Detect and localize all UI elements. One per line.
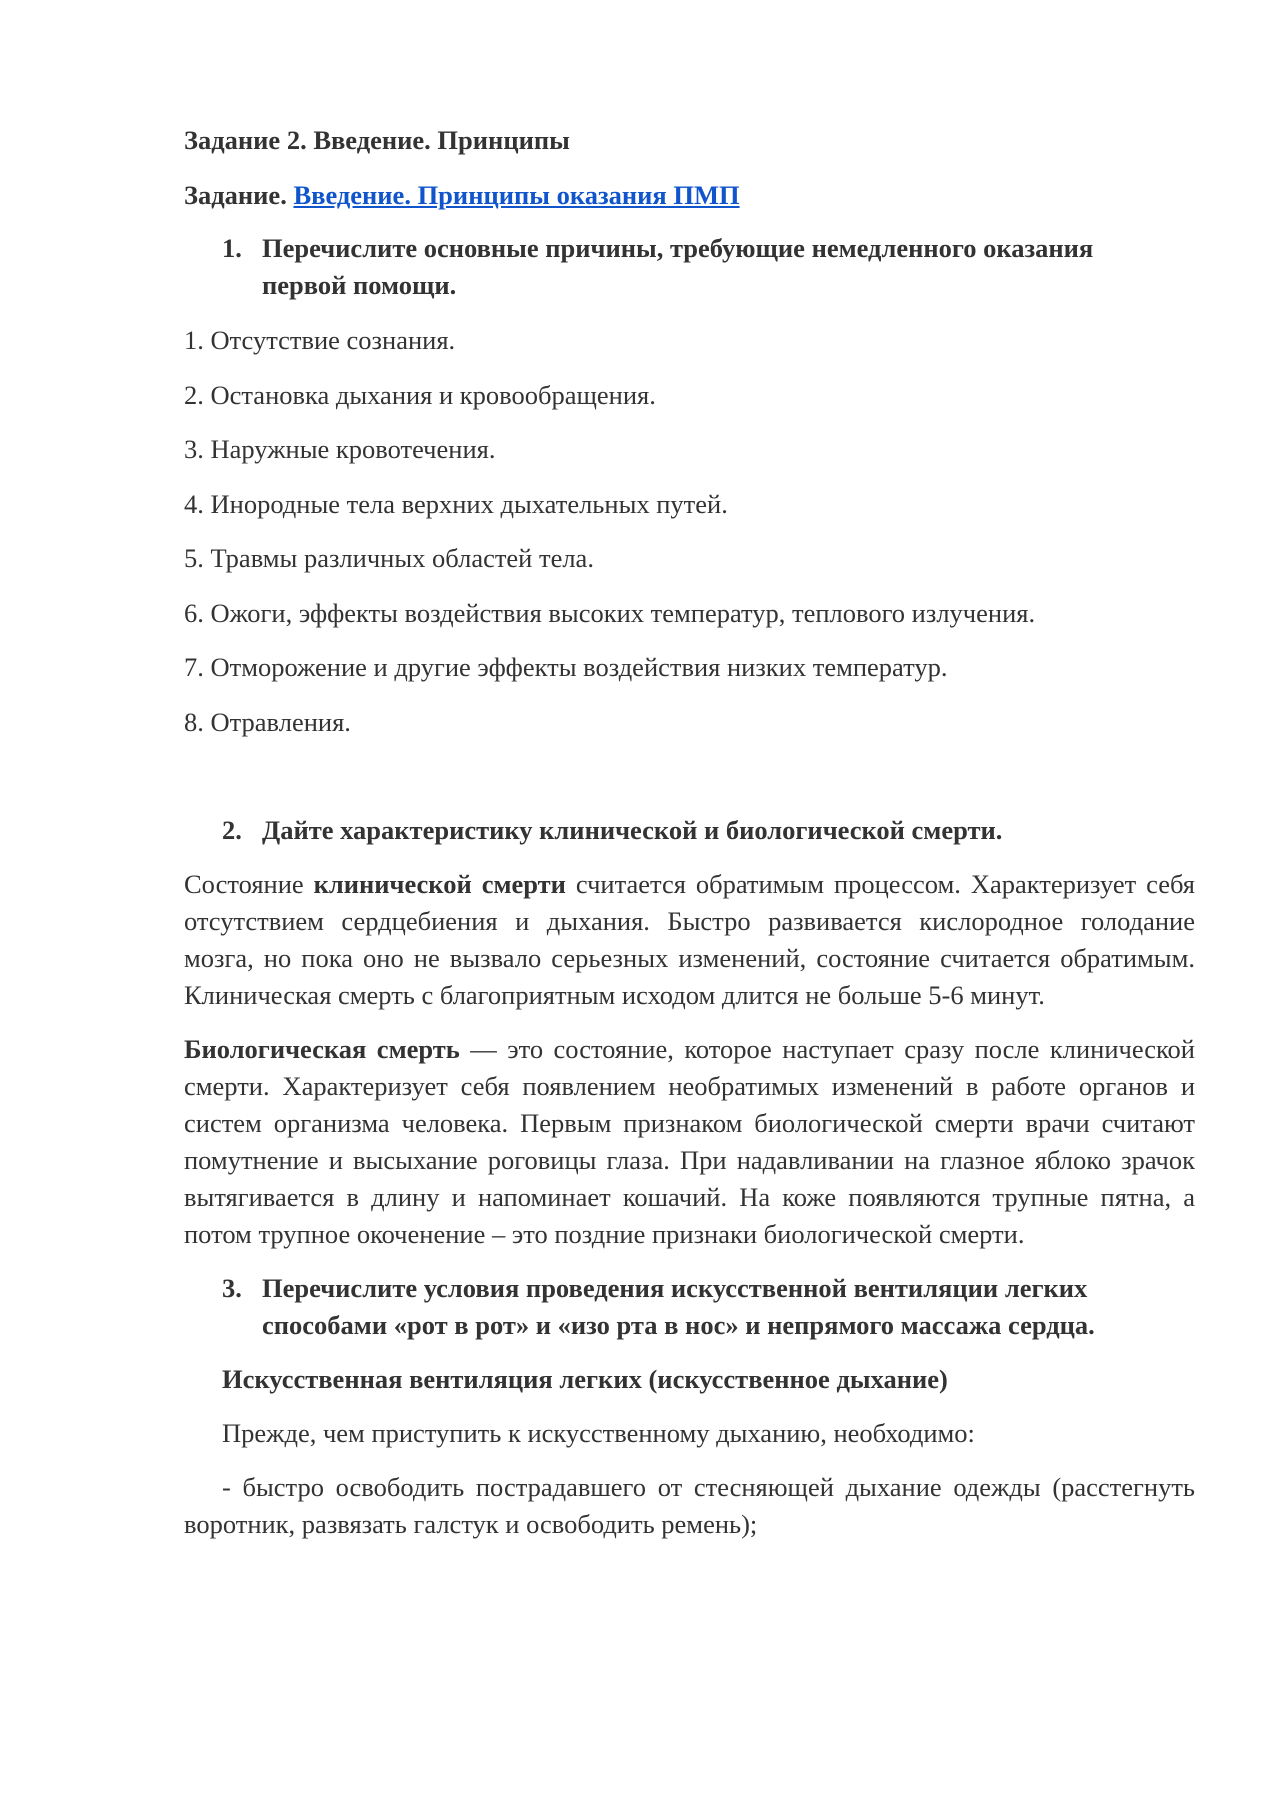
question-2-text: Дайте характеристику клинической и биологической смерти.: [262, 815, 1003, 845]
document-heading: Задание 2. Введение. Принципы: [184, 125, 570, 155]
question-2-number: 2.: [222, 815, 242, 845]
list-item: 1. Отсутствие сознания.: [184, 325, 456, 355]
clinical-term: клинической смерти: [313, 869, 566, 899]
list-item: 6. Ожоги, эффекты воздействия высоких температур, теплового излучения.: [184, 597, 1036, 628]
task-line: [184, 177, 1195, 214]
list-item: 3. Наружные кровотечения.: [184, 434, 496, 464]
spacer: [184, 758, 1195, 812]
list-item: 4. Инородные тела верхних дыхательных путей.: [184, 488, 728, 519]
biological-death-paragraph: [184, 1031, 1195, 1253]
question-1: [184, 230, 1195, 304]
question-1-number: 1.: [222, 233, 242, 263]
list-item: 5. Травмы различных областей тела.: [184, 543, 594, 573]
question-3-number: 3.: [222, 1273, 242, 1303]
question-3: [184, 1270, 1195, 1344]
document-content: [184, 122, 1195, 1543]
biological-text: — это состояние, которое наступает сразу после клинической смерти. Характеризует себя появлением необратимых изменений в работе органов и систем организма человека. Первым признаком биологической смерти врачи считают помутнение и высыхание роговицы глаза. При надавливании на глазное яблоко зрачок вытягивается в длину и напоминает кошачий. На коже появляются трупные пятна, а потом трупное окоченение – это поздние признаки биологической смерти.: [184, 1034, 1195, 1249]
list-item: 8. Отравления.: [184, 706, 351, 737]
clinical-death-paragraph: [184, 866, 1195, 1014]
list-item: 2. Остановка дыхания и кровообращения.: [184, 379, 656, 410]
ivl-item-1: - быстро освободить пострадавшего от стесняющей дыхание одежды (расстегнуть воротник, развязать галстук и освободить ремень);: [184, 1472, 1195, 1539]
clinical-text: считается обратимым процессом. Характеризует себя отсутствием сердцебиения и дыхания. Быстро развивается кислородное голодание мозга, но пока оно не вызвало серьезных изменений, состояние считается обратимым. Клиническая смерть с благоприятным исходом длится не больше 5-6 минут.: [184, 869, 1195, 1010]
task-link[interactable]: Введение. Принципы оказания ПМП: [293, 180, 740, 210]
biological-term: Биологическая смерть: [184, 1034, 460, 1064]
task-label: Задание.: [184, 180, 287, 210]
question-1-text: Перечислите основные причины, требующие немедленного оказания первой помощи.: [262, 233, 1094, 300]
causes-list: [184, 322, 1195, 741]
ivl-heading: Искусственная вентиляция легких (искусственное дыхание): [222, 1364, 948, 1394]
clinical-pre: Состояние: [184, 869, 314, 899]
ivl-intro: Прежде, чем приступить к искусственному дыханию, необходимо:: [222, 1418, 975, 1448]
question-2: [184, 812, 1195, 849]
list-item: 7. Отморожение и другие эффекты воздействия низких температур.: [184, 652, 948, 682]
question-3-text: Перечислите условия проведения искусственной вентиляции легких способами «рот в рот» и «изо рта в нос» и непрямого массажа сердца.: [262, 1273, 1095, 1340]
